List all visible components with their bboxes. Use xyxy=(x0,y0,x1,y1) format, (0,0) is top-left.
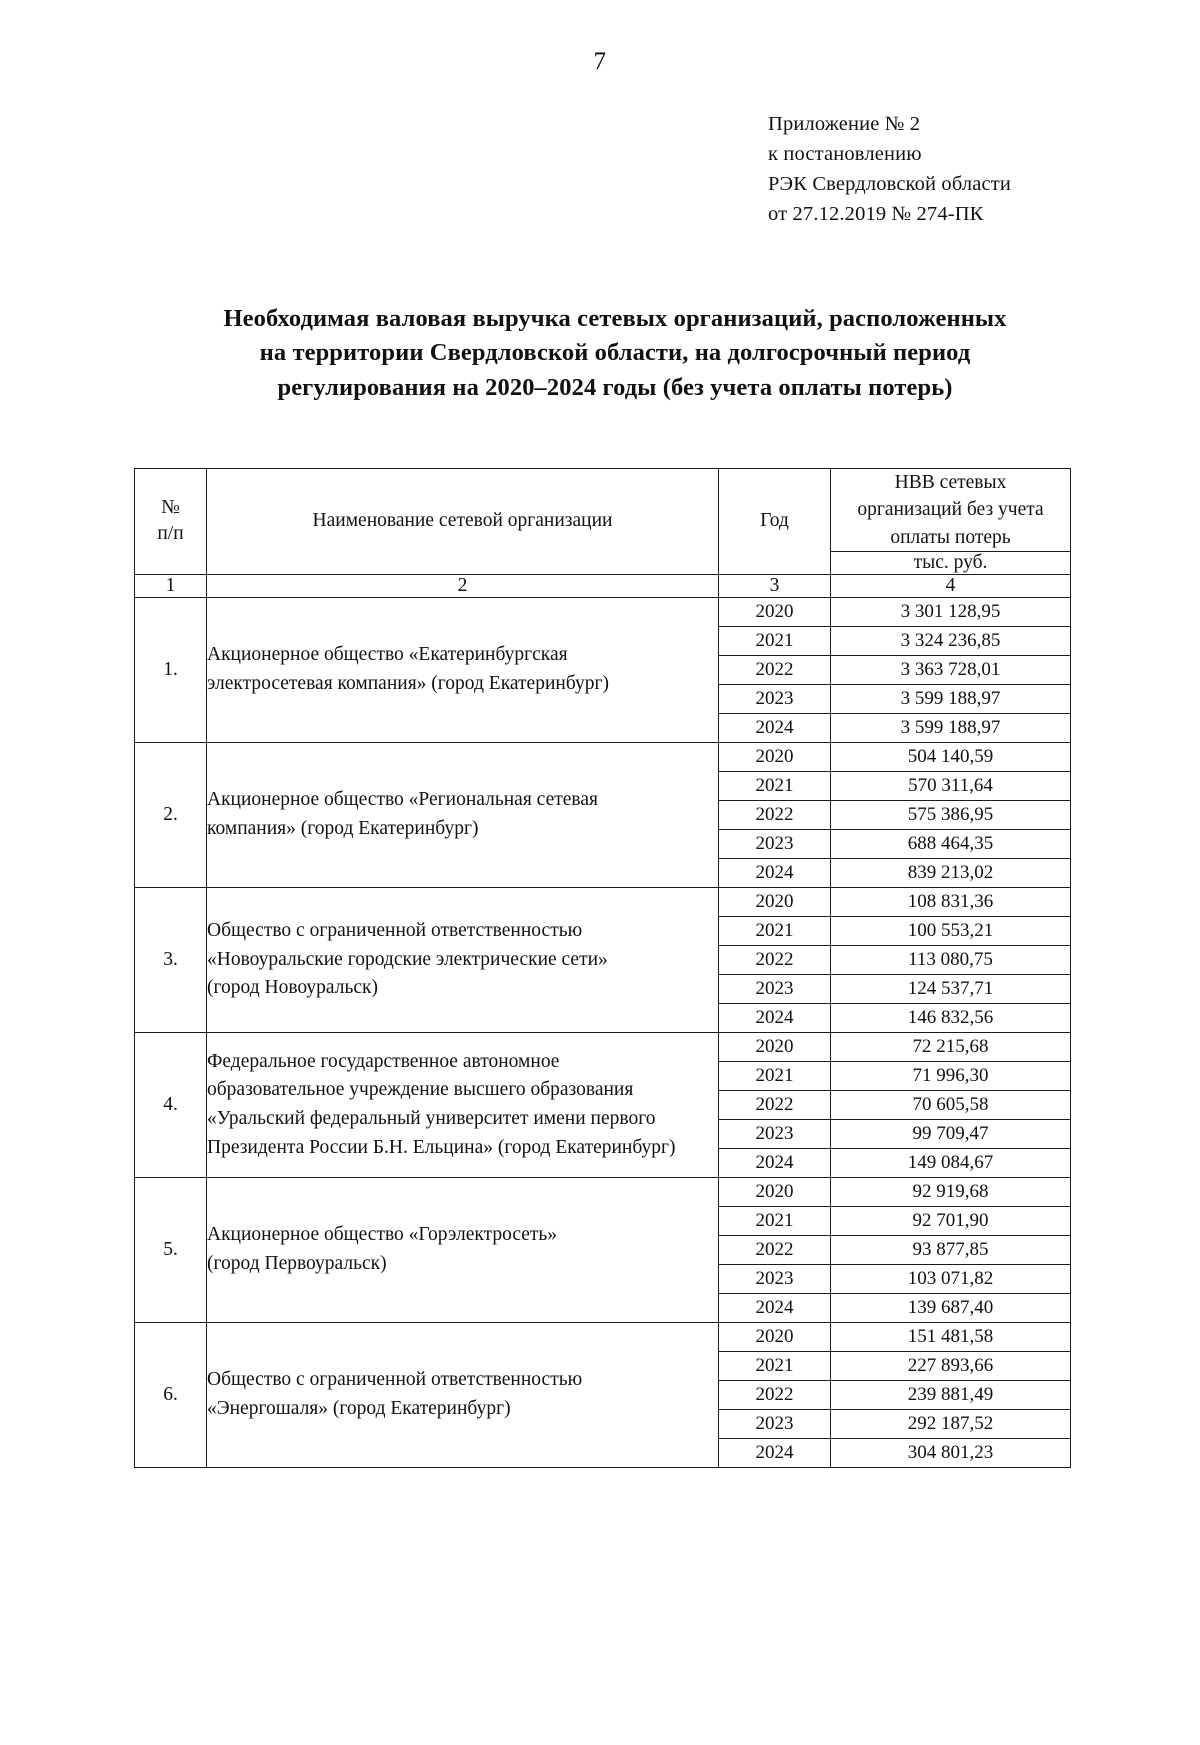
table-row xyxy=(135,1032,1071,1061)
organization-name-line: Федеральное государственное автономное xyxy=(207,1050,560,1072)
year-cell: 2020 xyxy=(719,1177,831,1206)
nvv-value-cell: 839 213,02 xyxy=(831,858,1071,887)
document-page xyxy=(0,48,1200,1745)
nvv-value-cell: 292 187,52 xyxy=(831,1409,1071,1438)
organization-name-line: (город Первоуральск) xyxy=(207,1252,387,1274)
organization-name-line: Акционерное общество «Екатеринбургская xyxy=(207,644,568,666)
year-cell: 2024 xyxy=(719,858,831,887)
header-nvv-line2: организаций без учета xyxy=(857,499,1044,521)
year-cell: 2023 xyxy=(719,1409,831,1438)
nvv-value-cell: 3 301 128,95 xyxy=(831,597,1071,626)
nvv-value-cell: 146 832,56 xyxy=(831,1003,1071,1032)
year-cell: 2020 xyxy=(719,1032,831,1061)
nvv-value-cell: 108 831,36 xyxy=(831,887,1071,916)
appendix-reference-block xyxy=(768,110,1200,230)
nvv-value-cell: 304 801,23 xyxy=(831,1438,1071,1467)
nvv-value-cell: 70 605,58 xyxy=(831,1090,1071,1119)
organization-name-line: (город Новоуральск) xyxy=(207,977,378,999)
year-cell: 2023 xyxy=(719,974,831,1003)
nvv-value-cell: 100 553,21 xyxy=(831,916,1071,945)
year-cell: 2022 xyxy=(719,800,831,829)
organization-name-line: электросетевая компания» (город Екатеринбург) xyxy=(207,672,609,694)
table-header-row xyxy=(135,469,1071,552)
nvv-value-cell: 3 363 728,01 xyxy=(831,655,1071,684)
year-cell: 2024 xyxy=(719,713,831,742)
organization-name xyxy=(207,597,719,742)
year-cell: 2024 xyxy=(719,1293,831,1322)
year-cell: 2022 xyxy=(719,1380,831,1409)
year-cell: 2023 xyxy=(719,829,831,858)
nvv-value-cell: 92 919,68 xyxy=(831,1177,1071,1206)
organization-name-line: Общество с ограниченной ответственностью xyxy=(207,919,583,941)
nvv-value-cell: 71 996,30 xyxy=(831,1061,1071,1090)
column-number-3: 3 xyxy=(719,574,831,597)
table-row xyxy=(135,597,1071,626)
nvv-table xyxy=(134,468,1071,1468)
organization-name-line: Общество с ограниченной ответственностью xyxy=(207,1369,583,1391)
year-cell: 2023 xyxy=(719,1264,831,1293)
organization-name-line: образовательное учреждение высшего образования xyxy=(207,1079,634,1101)
year-cell: 2021 xyxy=(719,1351,831,1380)
title-line-2: на территории Свердловской области, на долгосрочный период xyxy=(259,339,971,367)
nvv-value-cell: 227 893,66 xyxy=(831,1351,1071,1380)
header-number-line1: № xyxy=(161,497,180,519)
title-line-3: регулирования на 2020–2024 годы (без учета оплаты потерь) xyxy=(277,374,953,402)
table-row xyxy=(135,1322,1071,1351)
row-number: 3. xyxy=(135,887,207,1032)
nvv-value-cell: 3 324 236,85 xyxy=(831,626,1071,655)
header-cell-nvv xyxy=(831,469,1071,552)
column-number-1: 1 xyxy=(135,574,207,597)
nvv-value-cell: 113 080,75 xyxy=(831,945,1071,974)
organization-name-line: Президента России Б.Н. Ельцина» (город Екатеринбург) xyxy=(207,1136,676,1158)
organization-name-line: «Новоуральские городские электрические сети» xyxy=(207,948,608,970)
table-row xyxy=(135,887,1071,916)
header-nvv-line3: оплаты потерь xyxy=(890,526,1011,548)
row-number: 6. xyxy=(135,1322,207,1467)
row-number: 5. xyxy=(135,1177,207,1322)
organization-name-line: Акционерное общество «Горэлектросеть» xyxy=(207,1224,558,1246)
row-number: 1. xyxy=(135,597,207,742)
nvv-value-cell: 570 311,64 xyxy=(831,771,1071,800)
year-cell: 2022 xyxy=(719,945,831,974)
year-cell: 2020 xyxy=(719,1322,831,1351)
year-cell: 2020 xyxy=(719,742,831,771)
nvv-value-cell: 103 071,82 xyxy=(831,1264,1071,1293)
page-number: 7 xyxy=(593,48,607,75)
table-header xyxy=(135,469,1071,598)
year-cell: 2021 xyxy=(719,916,831,945)
row-number: 2. xyxy=(135,742,207,887)
organization-name xyxy=(207,1177,719,1322)
organization-name xyxy=(207,742,719,887)
nvv-table-container xyxy=(0,468,1200,1468)
header-cell-organization-name: Наименование сетевой организации xyxy=(207,469,719,575)
year-cell: 2022 xyxy=(719,1235,831,1264)
nvv-value-cell: 93 877,85 xyxy=(831,1235,1071,1264)
appendix-line-2: к постановлению xyxy=(768,142,922,165)
nvv-value-cell: 688 464,35 xyxy=(831,829,1071,858)
header-cell-year: Год xyxy=(719,469,831,575)
header-cell-units: тыс. руб. xyxy=(831,551,1071,574)
year-cell: 2021 xyxy=(719,771,831,800)
header-nvv-line1: НВВ сетевых xyxy=(894,472,1007,494)
nvv-value-cell: 3 599 188,97 xyxy=(831,713,1071,742)
column-number-2: 2 xyxy=(207,574,719,597)
organization-name-line: «Энергошаля» (город Екатеринбург) xyxy=(207,1397,511,1419)
table-row xyxy=(135,1177,1071,1206)
title-line-1: Необходимая валовая выручка сетевых организаций, расположенных xyxy=(223,304,1007,332)
appendix-line-3: РЭК Свердловской области xyxy=(768,172,1012,195)
year-cell: 2023 xyxy=(719,684,831,713)
nvv-value-cell: 3 599 188,97 xyxy=(831,684,1071,713)
nvv-value-cell: 92 701,90 xyxy=(831,1206,1071,1235)
organization-name xyxy=(207,1322,719,1467)
year-cell: 2024 xyxy=(719,1003,831,1032)
table-body xyxy=(135,597,1071,1467)
nvv-value-cell: 72 215,68 xyxy=(831,1032,1071,1061)
year-cell: 2021 xyxy=(719,1206,831,1235)
nvv-value-cell: 139 687,40 xyxy=(831,1293,1071,1322)
year-cell: 2022 xyxy=(719,1090,831,1119)
nvv-value-cell: 239 881,49 xyxy=(831,1380,1071,1409)
year-cell: 2020 xyxy=(719,887,831,916)
nvv-value-cell: 504 140,59 xyxy=(831,742,1071,771)
organization-name xyxy=(207,887,719,1032)
year-cell: 2024 xyxy=(719,1148,831,1177)
year-cell: 2024 xyxy=(719,1438,831,1467)
document-title xyxy=(150,302,1080,406)
appendix-line-4: от 27.12.2019 № 274-ПК xyxy=(768,202,984,225)
header-number-line2: п/п xyxy=(157,523,184,545)
year-cell: 2022 xyxy=(719,655,831,684)
table-row xyxy=(135,742,1071,771)
header-cell-number xyxy=(135,469,207,575)
nvv-value-cell: 151 481,58 xyxy=(831,1322,1071,1351)
nvv-value-cell: 575 386,95 xyxy=(831,800,1071,829)
organization-name-line: компания» (город Екатеринбург) xyxy=(207,817,479,839)
appendix-line-1: Приложение № 2 xyxy=(768,113,921,135)
year-cell: 2023 xyxy=(719,1119,831,1148)
nvv-value-cell: 149 084,67 xyxy=(831,1148,1071,1177)
nvv-value-cell: 99 709,47 xyxy=(831,1119,1071,1148)
year-cell: 2021 xyxy=(719,1061,831,1090)
organization-name xyxy=(207,1032,719,1177)
organization-name-line: Акционерное общество «Региональная сетевая xyxy=(207,789,598,811)
nvv-value-cell: 124 537,71 xyxy=(831,974,1071,1003)
table-column-number-row xyxy=(135,574,1071,597)
organization-name-line: «Уральский федеральный университет имени первого xyxy=(207,1107,656,1129)
column-number-4: 4 xyxy=(831,574,1071,597)
year-cell: 2021 xyxy=(719,626,831,655)
year-cell: 2020 xyxy=(719,597,831,626)
row-number: 4. xyxy=(135,1032,207,1177)
